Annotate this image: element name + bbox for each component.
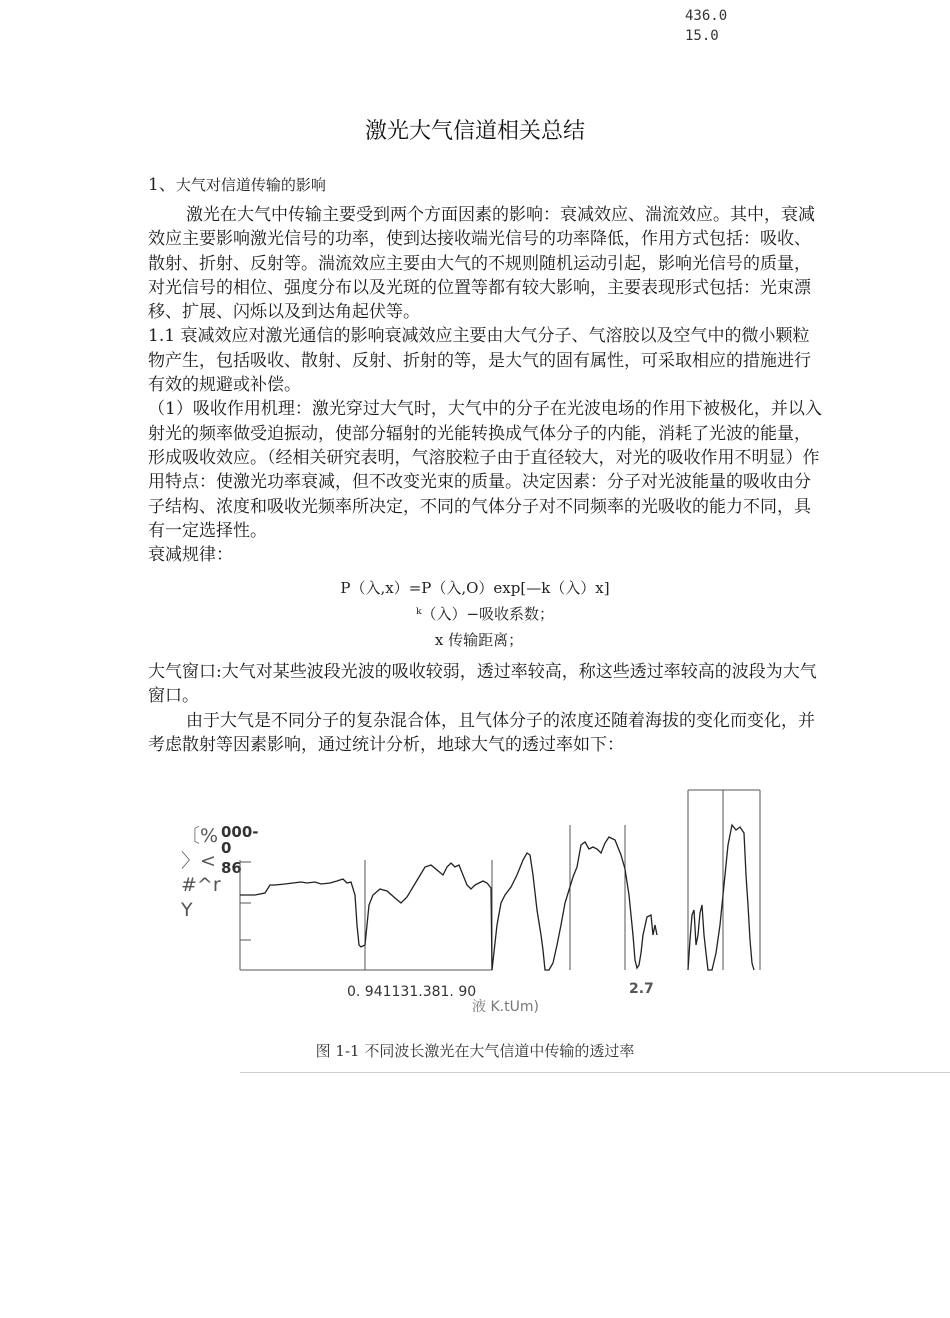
transmittance-chart	[175, 785, 775, 1015]
header-code-block	[685, 6, 727, 46]
header-code-line2: 15.0	[685, 28, 719, 44]
document-title: 激光大气信道相关总结	[364, 119, 585, 144]
curve-segment-1	[240, 863, 492, 970]
transmittance-chart-svg	[175, 785, 775, 1015]
body-block-1	[148, 203, 823, 567]
ylabel-frag-3: #^r	[181, 874, 221, 896]
ytick-label-2: 0	[221, 839, 232, 857]
curve-segment-3	[688, 825, 754, 970]
xtick-label-extra: 2.7	[629, 981, 654, 997]
formula-block	[0, 575, 950, 653]
divider-line	[240, 1072, 950, 1073]
transmittance-curves	[240, 825, 754, 970]
ylabel-frag-2: 〉<	[181, 850, 216, 872]
section-number: 1、	[148, 175, 176, 195]
figure-caption: 图 1-1 不同波长激光在大气信道中传输的透过率	[315, 1042, 635, 1060]
ytick-label-3: 86	[221, 859, 242, 877]
chart-frame	[240, 790, 760, 970]
ylabel-frag-1: 〔%	[181, 825, 219, 847]
paragraph-transmittance: 由于大气是不同分子的复杂混合体，且气体分子的浓度还随着海拔的变化而变化，并考虑散射等因素影响，通过统计分析，地球大气的透过率如下：	[148, 710, 815, 755]
formula-def-x: x 传输距离；	[434, 631, 524, 649]
section-heading	[148, 170, 326, 195]
paragraph-absorption: （1）吸收作用机理：激光穿过大气时，大气中的分子在光波电场的作用下被极化，并以入射光的频率做受迫振动，使部分辐射的光能转换成气体分子的内能，消耗了光波的能量，形成吸收效应。（经相关研究表明，气溶胶粒子由于直径较大，对光的吸收作用不明显）作用特点：使激光功率衰减，但不改变光束的质量。决定因素：分子对光波能量的吸收由分子结构、浓度和吸收光频率所决定，不同的气体分子对不同频率的光吸收的能力不同，具有一定选择性。	[148, 399, 822, 541]
header-code-line1: 436.0	[685, 8, 728, 24]
paragraph-attenuation: 1.1 衰减效应对激光通信的影响衰减效应主要由大气分子、气溶胶以及空气中的微小颗粒物产生，包括吸收、散射、反射、折射的等，是大气的固有属性，可采取相应的措施进行有效的规避或补偿。	[148, 326, 811, 396]
xtick-labels: 0. 941131.381. 90	[347, 984, 477, 1000]
paragraph-window: 大气窗口:大气对某些波段光波的吸收较弱，透过率较高，称这些透过率较高的波段为大气窗口。	[148, 662, 817, 707]
formula-equation: P（入,x）=P（入,O）exp[—k（入）x]	[340, 579, 610, 597]
ytick-label-1: 000-	[221, 823, 259, 841]
ylabel-frag-4: Y	[181, 899, 193, 921]
formula-def-k: ᵏ（入）−吸收系数；	[415, 605, 555, 623]
curve-segment-2	[492, 837, 657, 970]
section-heading-text: 大气对信道传输的影响	[175, 176, 326, 194]
x-axis-label: 液 K.tUm)	[472, 999, 539, 1015]
paragraph-intro: 激光在大气中传输主要受到两个方面因素的影响：衰减效应、湍流效应。其中，衰减效应主要影响激光信号的功率，使到达接收端光信号的功率降低，作用方式包括：吸收、散射、折射、反射等。湍流效应主要由大气的不规则随机运动引起，影响光信号的质量，对光信号的相位、强度分布以及光斑的位置等都有较大影响，主要表现形式包括：光束漂移、扩展、闪烁以及到达角起伏等。	[148, 205, 815, 323]
paragraph-law-label: 衰减规律：	[148, 545, 233, 566]
body-block-2	[148, 660, 823, 757]
